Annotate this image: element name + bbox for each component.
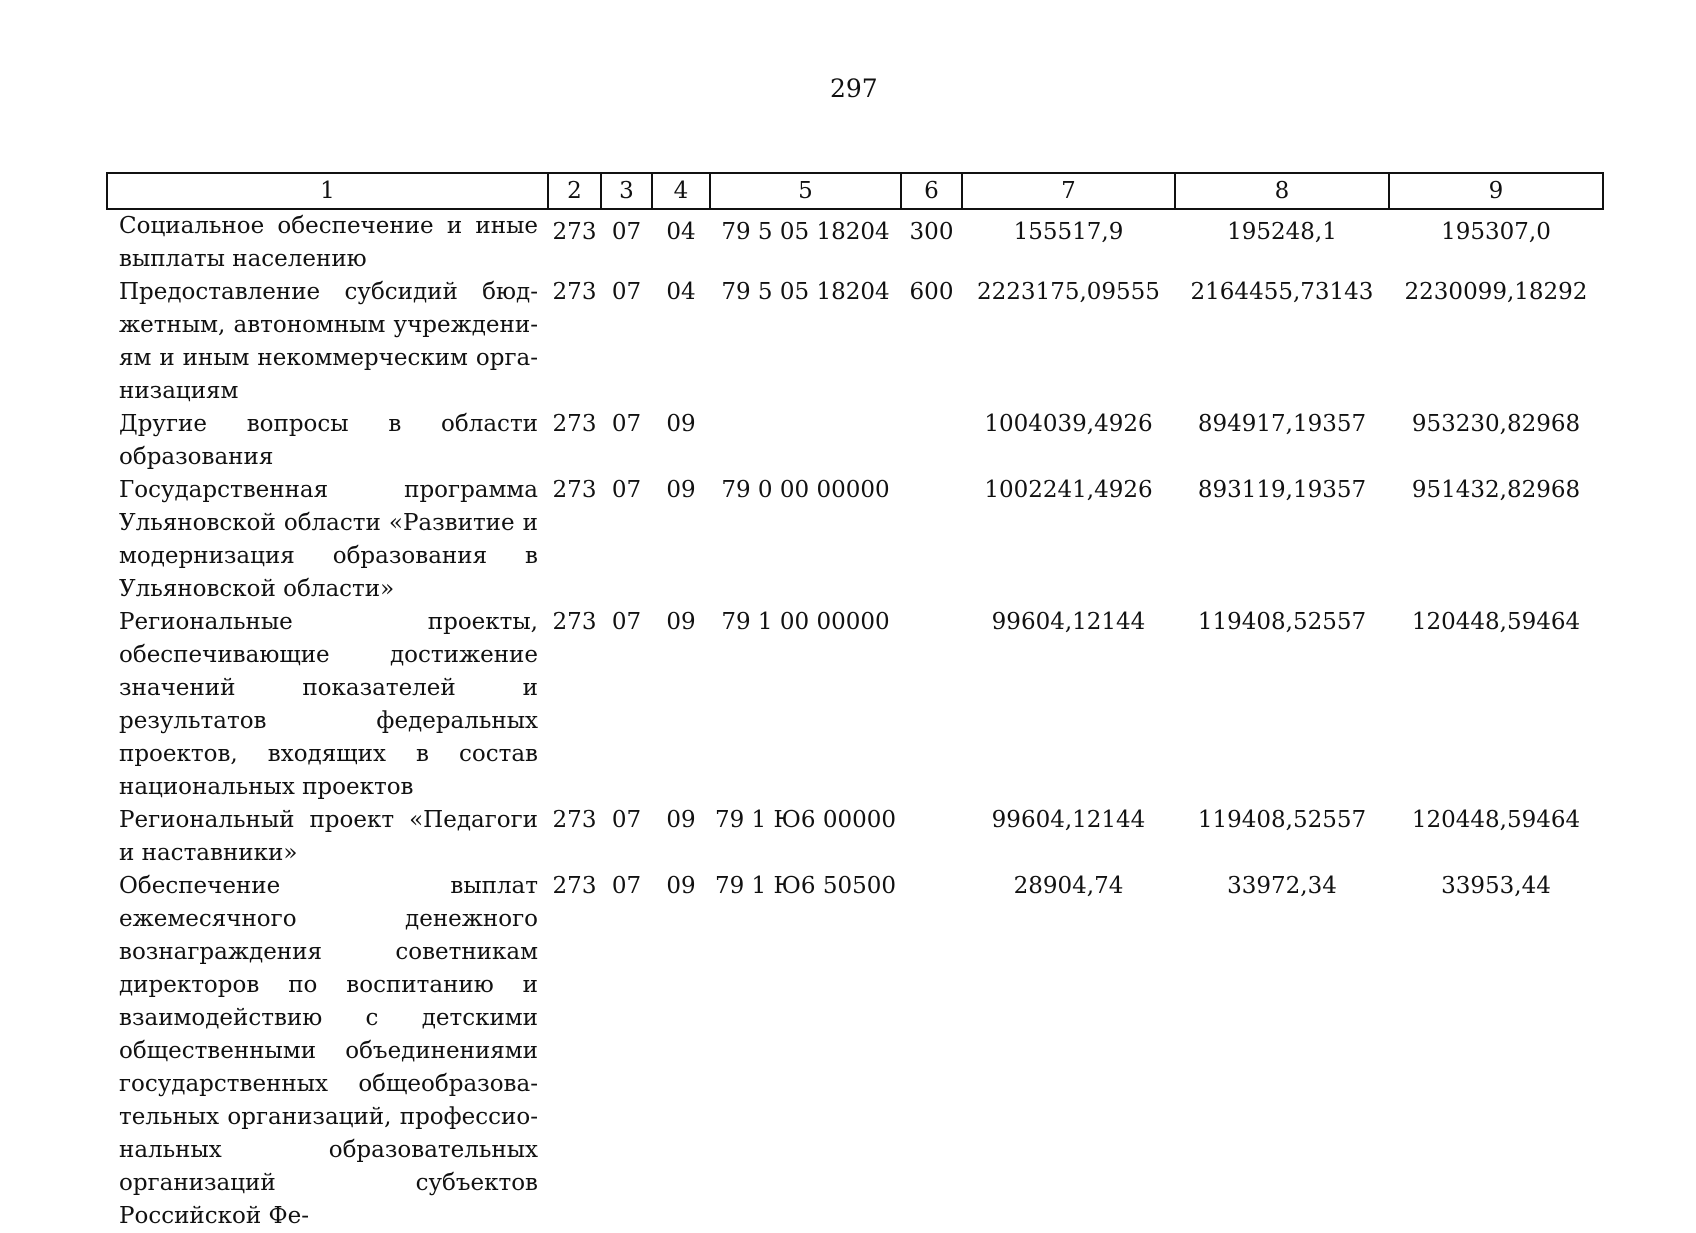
cell-target-article: 79 1 Ю6 50500 [714,873,897,899]
cell-target-article: 79 0 00 00000 [721,477,890,503]
cell-subsection-code: 09 [666,873,696,899]
cell-section-code: 07 [611,411,642,437]
cell-amount-year-1: 99604,12144 [991,609,1146,635]
row-description: Предоставление субсидий бюджетным, автономным учреждениям и иным некоммерческим организациям [119,279,538,404]
column-header: 9 [1389,173,1603,209]
page-number: 297 [830,74,878,103]
column-header: 6 [901,173,962,209]
cell-amount-year-3: 120448,59464 [1411,807,1581,833]
cell-ministry-code: 273 [552,219,597,245]
table-row [107,474,1603,606]
column-header: 5 [710,173,901,209]
table-row [107,408,1603,474]
table-row [107,870,1603,1233]
cell-section-code: 07 [611,279,642,305]
cell-amount-year-3: 953230,82968 [1411,411,1581,437]
cell-subsection-code: 09 [666,411,696,437]
row-description: Государственная программа Ульяновской области «Развитие и модернизация образования в Ульяновской области» [119,477,538,602]
cell-amount-year-3: 33953,44 [1441,873,1551,899]
table-row [107,276,1603,408]
cell-amount-year-1: 2223175,09555 [977,279,1160,305]
cell-subsection-code: 04 [666,279,696,305]
cell-subsection-code: 09 [666,807,696,833]
row-description: Социальное обеспечение и иные выплаты населению [119,213,538,272]
cell-amount-year-2: 893119,19357 [1197,477,1367,503]
cell-subsection-code: 09 [666,609,696,635]
cell-amount-year-3: 195307,0 [1441,219,1551,245]
cell-ministry-code: 273 [552,609,597,635]
cell-section-code: 07 [611,477,642,503]
cell-amount-year-1: 28904,74 [1013,873,1124,899]
cell-target-article: 79 1 Ю6 00000 [714,807,897,833]
column-header: 7 [962,173,1175,209]
cell-target-article: 79 1 00 00000 [721,609,890,635]
cell-ministry-code: 273 [552,411,597,437]
row-description: Региональные проекты, обеспечивающие достижение значений показателей и результатов федеральных проектов, входящих в состав национальных проектов [119,609,538,800]
cell-section-code: 07 [611,219,642,245]
cell-expense-type [901,804,962,870]
column-header: 2 [548,173,601,209]
cell-amount-year-1: 1002241,4926 [984,477,1153,503]
row-description: Другие вопросы в области образования [119,411,538,470]
column-header: 8 [1175,173,1389,209]
table-header-row [107,173,1603,209]
cell-target-article: 79 5 05 18204 [721,219,890,245]
cell-amount-year-2: 195248,1 [1227,219,1337,245]
cell-amount-year-1: 99604,12144 [991,807,1146,833]
cell-amount-year-1: 1004039,4926 [984,411,1153,437]
cell-expense-type [901,870,962,1233]
cell-amount-year-3: 2230099,18292 [1404,279,1588,305]
cell-amount-year-2: 894917,19357 [1197,411,1367,437]
cell-ministry-code: 273 [552,807,597,833]
cell-ministry-code: 273 [552,477,597,503]
cell-expense-type [901,606,962,804]
cell-section-code: 07 [611,873,642,899]
cell-amount-year-2: 33972,34 [1227,873,1337,899]
column-header: 1 [107,173,548,209]
column-header: 4 [652,173,710,209]
budget-table [106,172,1604,1233]
cell-expense-type: 300 [909,219,954,245]
cell-amount-year-2: 2164455,73143 [1190,279,1374,305]
cell-target-article: 79 5 05 18204 [721,279,890,305]
cell-subsection-code: 09 [666,477,696,503]
cell-section-code: 07 [611,609,642,635]
cell-expense-type [901,474,962,606]
column-header: 3 [601,173,652,209]
table-row [107,209,1603,276]
cell-ministry-code: 273 [552,873,597,899]
row-description: Региональный проект «Педагоги и наставники» [119,807,538,866]
cell-subsection-code: 04 [666,219,696,245]
row-description: Обеспечение выплат ежемесячного денежного вознаграждения советникам директоров по воспитанию и взаимодействию с детскими общественными объединениями государственных общеобразовательных организаций, профессиональных образовательных организаций субъектов Российской Фе- [119,873,538,1229]
cell-expense-type: 600 [909,279,954,305]
cell-expense-type [901,408,962,474]
cell-amount-year-2: 119408,52557 [1197,609,1367,635]
cell-amount-year-2: 119408,52557 [1197,807,1367,833]
table-row [107,606,1603,804]
table-row [107,804,1603,870]
cell-target-article [710,408,901,474]
cell-section-code: 07 [611,807,642,833]
cell-ministry-code: 273 [552,279,597,305]
cell-amount-year-3: 951432,82968 [1411,477,1581,503]
cell-amount-year-3: 120448,59464 [1411,609,1581,635]
cell-amount-year-1: 155517,9 [1013,219,1124,245]
